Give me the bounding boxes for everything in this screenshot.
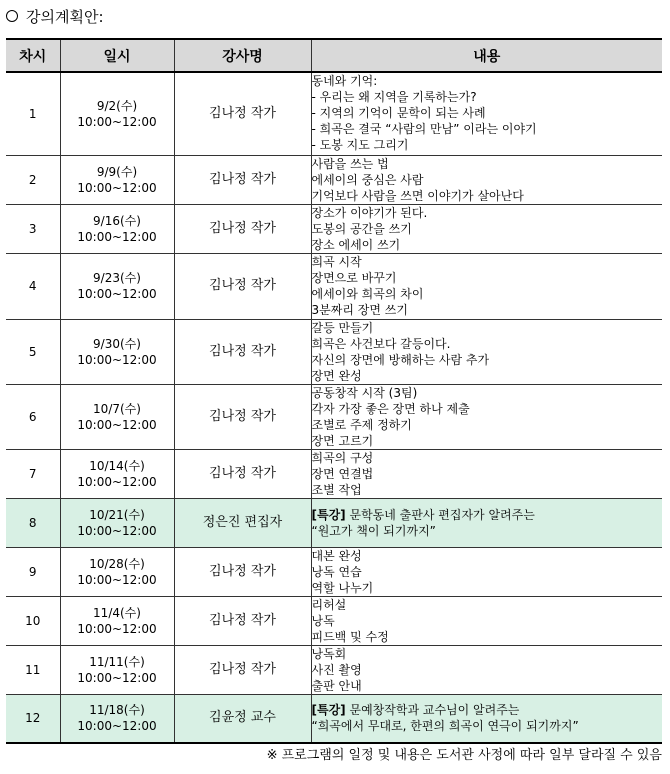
- session-time: 10:00~12:00: [77, 621, 157, 636]
- session-datetime: [60, 319, 174, 384]
- table-row: [6, 204, 662, 253]
- table-row: [6, 449, 662, 498]
- session-date: 9/16(수): [93, 213, 141, 228]
- session-number: 6: [6, 384, 60, 449]
- session-instructor: 김나정 작가: [174, 384, 311, 449]
- section-heading: [6, 4, 104, 28]
- session-content: [311, 319, 662, 384]
- session-number: 8: [6, 498, 60, 547]
- content-line: 장면 고르기: [311, 433, 374, 448]
- content-line: “원고가 책이 되기까지”: [311, 523, 436, 538]
- content-line: 도봉의 공간을 쓰기: [311, 221, 412, 236]
- session-instructor: 김나정 작가: [174, 319, 311, 384]
- content-line: 낭독: [311, 613, 335, 628]
- session-number: 11: [6, 645, 60, 694]
- session-date: 10/7(수): [93, 401, 141, 416]
- session-instructor: 김나정 작가: [174, 155, 311, 204]
- session-time: 10:00~12:00: [77, 670, 157, 685]
- content-line: 장면 연결법: [311, 466, 374, 481]
- content-line: 낭독회: [311, 646, 347, 661]
- content-line: 장소가 이야기가 된다.: [311, 205, 428, 220]
- content-line: [312, 702, 663, 718]
- session-instructor: 김나정 작가: [174, 449, 311, 498]
- heading-text: 강의계획안:: [26, 7, 104, 26]
- session-instructor: 정은진 편집자: [174, 498, 311, 547]
- content-line: 각자 가장 좋은 장면 하나 제출: [311, 401, 470, 416]
- table-row: [6, 155, 662, 204]
- table-row: [6, 645, 662, 694]
- content-line: 갈등 만들기: [311, 320, 374, 335]
- session-content: [311, 498, 662, 547]
- session-datetime: [60, 596, 174, 645]
- table-row: [6, 384, 662, 449]
- content-line: “희곡에서 무대로, 한편의 희곡이 연극이 되기까지”: [311, 719, 579, 734]
- content-line: 피드백 및 수정: [311, 629, 389, 644]
- content-line: 사진 촬영: [311, 662, 362, 677]
- session-number: 3: [6, 204, 60, 253]
- content-line-text: 문예창작학과 교수님이 알려주는: [349, 703, 520, 718]
- content-line: 출판 안내: [311, 678, 362, 693]
- content-line: 동네와 기억:: [311, 74, 378, 88]
- session-content: [311, 204, 662, 253]
- session-time: 10:00~12:00: [77, 287, 157, 301]
- session-number: 10: [6, 596, 60, 645]
- content-line: 기억보다 사람을 쓰면 이야기가 살아난다: [311, 188, 524, 203]
- table-row: [6, 596, 662, 645]
- special-lecture-tag: [특강]: [311, 507, 346, 522]
- session-date: 9/23(수): [93, 271, 141, 285]
- session-content: [311, 694, 662, 743]
- session-date: 10/28(수): [89, 556, 145, 571]
- session-datetime: [60, 204, 174, 253]
- table-row: [6, 319, 662, 384]
- content-line: 공동창작 시작 (3팀): [311, 385, 418, 400]
- content-line: 희곡은 사건보다 갈등이다.: [311, 336, 451, 351]
- content-line: - 지역의 기억이 문학이 되는 사례: [311, 106, 486, 120]
- session-instructor: 김나정 작가: [174, 645, 311, 694]
- session-instructor: 김나정 작가: [174, 547, 311, 596]
- session-number: 12: [6, 694, 60, 743]
- content-line: 리허설: [311, 597, 347, 612]
- content-line: 희곡 시작: [311, 254, 362, 269]
- session-content: [311, 449, 662, 498]
- header-content: 내용: [311, 39, 662, 72]
- table-row: [6, 547, 662, 596]
- content-line: 자신의 장면에 방해하는 사람 추가: [311, 352, 490, 367]
- table-header-row: [6, 39, 662, 72]
- session-content: [311, 253, 662, 319]
- session-datetime: [60, 694, 174, 743]
- session-datetime: [60, 498, 174, 547]
- session-time: 10:00~12:00: [77, 474, 157, 489]
- session-datetime: [60, 155, 174, 204]
- session-date: 11/4(수): [93, 605, 141, 620]
- session-datetime: [60, 253, 174, 319]
- table-row: [6, 694, 662, 743]
- session-content: [311, 645, 662, 694]
- session-content: [311, 596, 662, 645]
- session-number: 9: [6, 547, 60, 596]
- session-time: 10:00~12:00: [77, 114, 157, 129]
- session-number: 4: [6, 253, 60, 319]
- session-time: 10:00~12:00: [77, 180, 157, 195]
- session-date: 11/11(수): [89, 654, 145, 669]
- session-datetime: [60, 384, 174, 449]
- header-datetime: 일시: [60, 39, 174, 72]
- content-line: 3분짜리 장면 쓰기: [311, 302, 408, 317]
- session-number: 1: [6, 72, 60, 155]
- session-instructor: 김나정 작가: [174, 596, 311, 645]
- session-content: [311, 72, 662, 155]
- content-line: 에세이의 중심은 사람: [311, 172, 424, 187]
- content-line: 에세이와 희곡의 차이: [311, 286, 424, 301]
- content-line: 대본 완성: [311, 548, 362, 563]
- content-line: 낭독 연습: [311, 564, 362, 579]
- content-line: 조별로 주제 정하기: [311, 417, 412, 432]
- session-time: 10:00~12:00: [77, 417, 157, 432]
- session-date: 10/21(수): [89, 507, 145, 522]
- session-content: [311, 155, 662, 204]
- table-row: [6, 498, 662, 547]
- content-line: - 희곡은 결국 “사람의 만남” 이라는 이야기: [311, 122, 537, 136]
- content-line: 희곡의 구성: [311, 450, 374, 465]
- content-line: 장면으로 바꾸기: [311, 270, 397, 285]
- session-instructor: 김나정 작가: [174, 253, 311, 319]
- table-row: [6, 72, 662, 155]
- session-time: 10:00~12:00: [77, 352, 157, 367]
- circle-bullet-icon: [6, 10, 18, 22]
- content-line: 조별 작업: [311, 482, 362, 497]
- session-instructor: 김나정 작가: [174, 72, 311, 155]
- session-content: [311, 384, 662, 449]
- content-line: 사람을 쓰는 법: [311, 156, 389, 171]
- session-date: 9/2(수): [96, 98, 138, 113]
- session-datetime: [60, 645, 174, 694]
- session-content: [311, 547, 662, 596]
- special-lecture-tag: [특강]: [311, 703, 346, 718]
- content-line: 장소 에세이 쓰기: [311, 237, 401, 252]
- header-instructor: 강사명: [174, 39, 311, 72]
- session-datetime: [60, 72, 174, 155]
- table-row: [6, 253, 662, 319]
- session-number: 7: [6, 449, 60, 498]
- session-date: 11/18(수): [89, 703, 145, 718]
- content-line: [312, 507, 663, 523]
- session-date: 9/9(수): [96, 164, 138, 179]
- content-line: 역할 나누기: [311, 580, 374, 595]
- session-time: 10:00~12:00: [77, 572, 157, 587]
- session-datetime: [60, 547, 174, 596]
- session-instructor: 김나정 작가: [174, 204, 311, 253]
- session-time: 10:00~12:00: [77, 229, 157, 244]
- content-line-text: 문학동네 출판사 편집자가 알려주는: [349, 507, 535, 522]
- footnote: ※ 프로그램의 일정 및 내용은 도서관 사정에 따라 일부 달라질 수 있음: [266, 748, 662, 763]
- session-date: 9/30(수): [93, 336, 141, 351]
- session-datetime: [60, 449, 174, 498]
- content-line: - 우리는 왜 지역을 기록하는가?: [311, 90, 477, 104]
- session-instructor: 김윤정 교수: [174, 694, 311, 743]
- content-line: - 도봉 지도 그리기: [311, 138, 409, 152]
- session-time: 10:00~12:00: [77, 523, 157, 538]
- session-date: 10/14(수): [89, 458, 145, 473]
- session-number: 2: [6, 155, 60, 204]
- header-session: 차시: [6, 39, 60, 72]
- session-time: 10:00~12:00: [77, 719, 157, 734]
- session-number: 5: [6, 319, 60, 384]
- lecture-plan-table: [6, 38, 662, 744]
- content-line: 장면 완성: [311, 368, 362, 383]
